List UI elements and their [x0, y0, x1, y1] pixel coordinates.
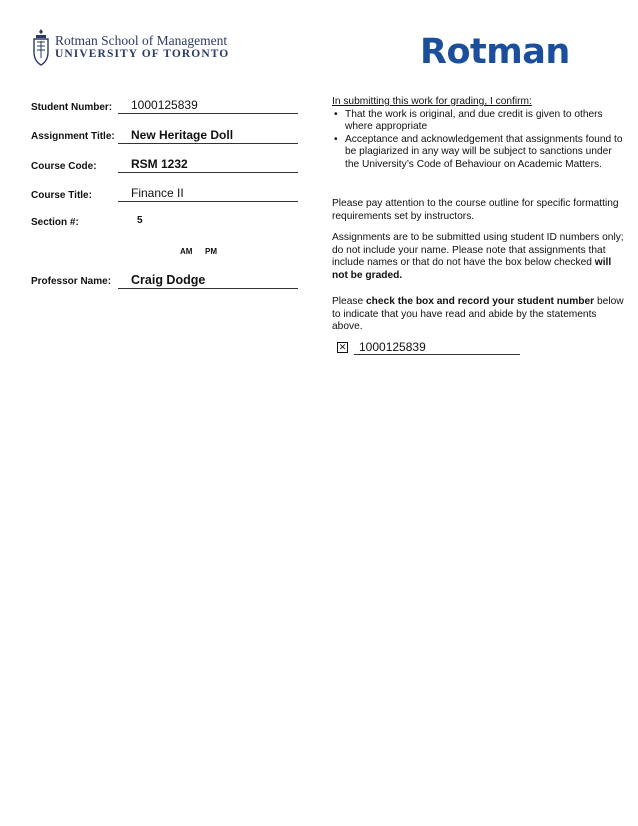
formatting-note — [332, 198, 624, 223]
section-label: Section #: — [31, 217, 79, 228]
submission-note-text: Assignments are to be submitted using student ID numbers only; do not include your name. Please note that assignments that include names or that do not have the box below checked — [332, 232, 624, 268]
am-label: AM — [180, 247, 193, 256]
logo-line1: Rotman School of Management — [55, 33, 228, 48]
student-number-value: 1000125839 — [131, 98, 198, 112]
formatting-note-text: Please pay attention to the course outline for specific formatting requirements set by instructors. — [332, 198, 619, 222]
declaration-block — [332, 96, 624, 171]
not-graded-text: will not be graded. — [332, 257, 612, 281]
assignment-title-line — [118, 143, 298, 144]
confirm-checkbox[interactable]: ✕ — [338, 342, 347, 352]
course-code-value: RSM 1232 — [131, 157, 188, 171]
student-number-line — [118, 113, 298, 114]
student-number-label: Student Number: — [31, 102, 113, 113]
check-instruction-bold: check the box and record your student number — [366, 296, 595, 307]
confirm-student-number[interactable]: 1000125839 — [354, 341, 520, 355]
declaration-heading: In submitting this work for grading, I confirm: — [332, 96, 532, 107]
assignment-title-label: Assignment Title: — [31, 131, 115, 142]
confirmation-row — [337, 341, 520, 355]
course-title-label: Course Title: — [31, 190, 92, 201]
professor-name-value: Craig Dodge — [131, 273, 206, 287]
course-title-value: Finance II — [131, 186, 184, 200]
assignment-title-value: New Heritage Doll — [131, 128, 234, 142]
university-logo — [33, 28, 229, 66]
professor-name-label: Professor Name: — [31, 276, 112, 287]
list-item: • Acceptance and acknowledgement that assignments found to be plagiarized in any way will be subject to sanctions under the University’s Code of Behaviour on Academic Matters. — [332, 134, 624, 172]
section-value: 5 — [137, 215, 143, 226]
check-instruction-prefix: Please — [332, 296, 364, 307]
rotman-logo: Rotman — [420, 32, 570, 72]
check-instruction-suffix: below to indicate that you have read and abide by the statements above. — [332, 296, 624, 332]
crest-icon — [33, 28, 49, 66]
logo-line2: UNIVERSITY OF TORONTO — [55, 48, 230, 60]
professor-name-line — [118, 288, 298, 289]
course-code-line — [118, 172, 298, 173]
submission-note — [332, 232, 624, 282]
declaration-list — [332, 109, 624, 172]
course-title-line — [118, 201, 298, 202]
check-instruction — [332, 296, 624, 334]
course-code-label: Course Code: — [31, 161, 97, 172]
pm-label: PM — [205, 247, 217, 256]
list-item: • That the work is original, and due credit is given to others where appropriate — [332, 109, 624, 134]
